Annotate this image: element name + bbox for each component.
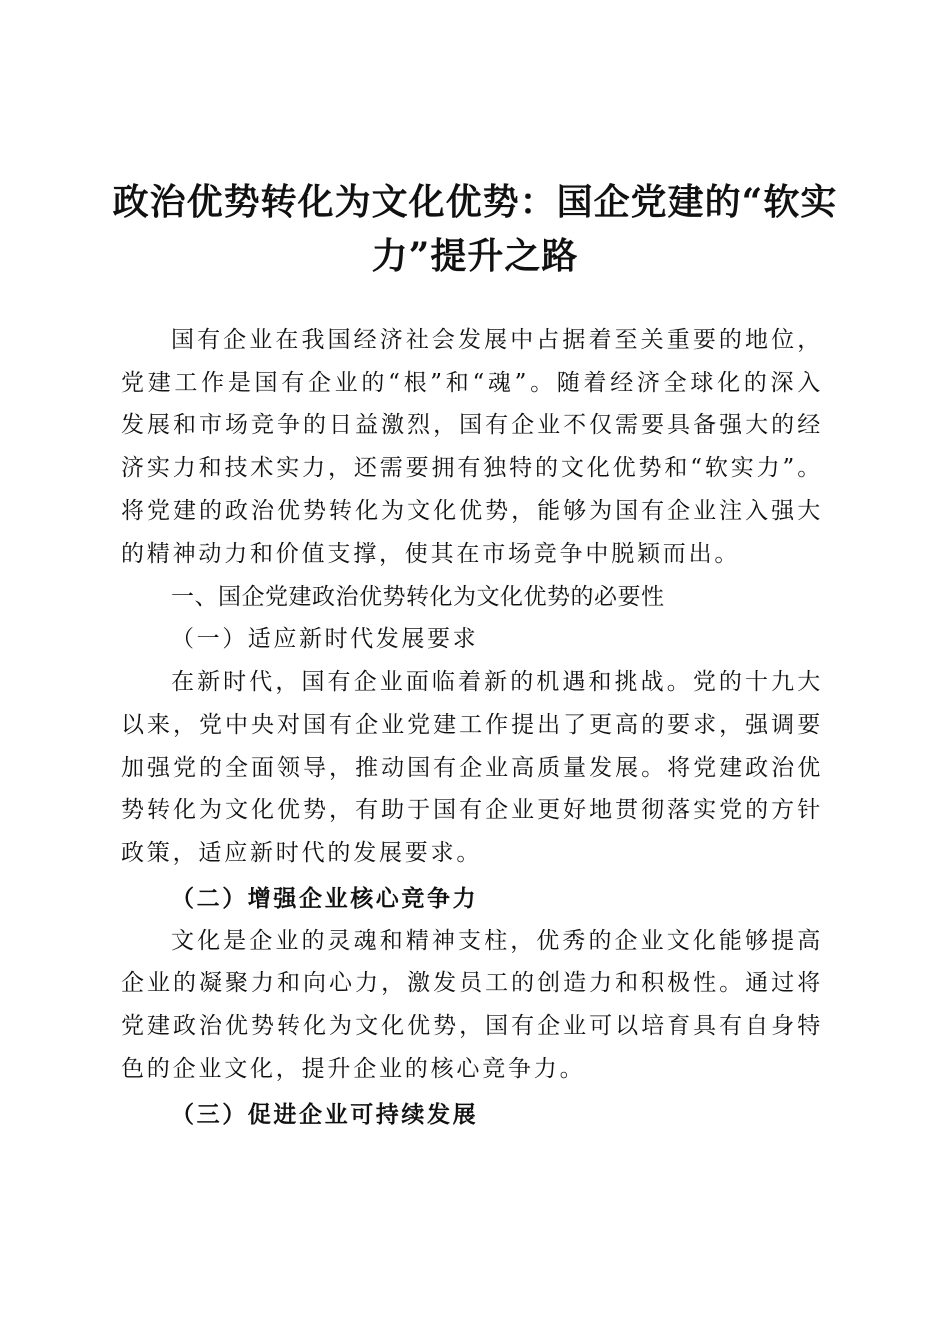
- subsection-heading-2: （二）增强企业核心竞争力: [171, 884, 479, 912]
- subsection-paragraph-1: 在新时代，国有企业面临着新的机遇和挑战。党的十九大以来，党中央对国有企业党建工作提出了更高的要求，强调要加强党的全面领导，推动国有企业高质量发展。将党建政治优势转化为文化优势，有助于国有企业更好地贯彻落实党的方针政策，适应新时代的发展要求。: [121, 669, 823, 867]
- document-body: [121, 319, 823, 1136]
- section-heading: 一、国企党建政治优势转化为文化优势的必要性: [171, 584, 665, 611]
- document-title: 政治优势转化为文化优势：国企党建的“软实力”提升之路: [112, 181, 838, 277]
- subsection-paragraph-2: 文化是企业的灵魂和精神支柱，优秀的企业文化能够提高企业的凝聚力和向心力，激发员工的创造力和积极性。通过将党建政治优势转化为文化优势，国有企业可以培育具有自身特色的企业文化，提升企业的核心竞争力。: [121, 927, 823, 1082]
- subsection-heading-1: （一）适应新时代发展要求: [171, 626, 479, 653]
- subsection-heading-3: （三）促进企业可持续发展: [171, 1100, 479, 1128]
- intro-paragraph: 国有企业在我国经济社会发展中占据着至关重要的地位，党建工作是国有企业的“根”和“魂”。随着经济全球化的深入发展和市场竞争的日益激烈，国有企业不仅需要具备强大的经济实力和技术实力，还需要拥有独特的文化优势和“软实力”。将党建的政治优势转化为文化优势，能够为国有企业注入强大的精神动力和价值支撑，使其在市场竞争中脱颖而出。: [121, 327, 823, 567]
